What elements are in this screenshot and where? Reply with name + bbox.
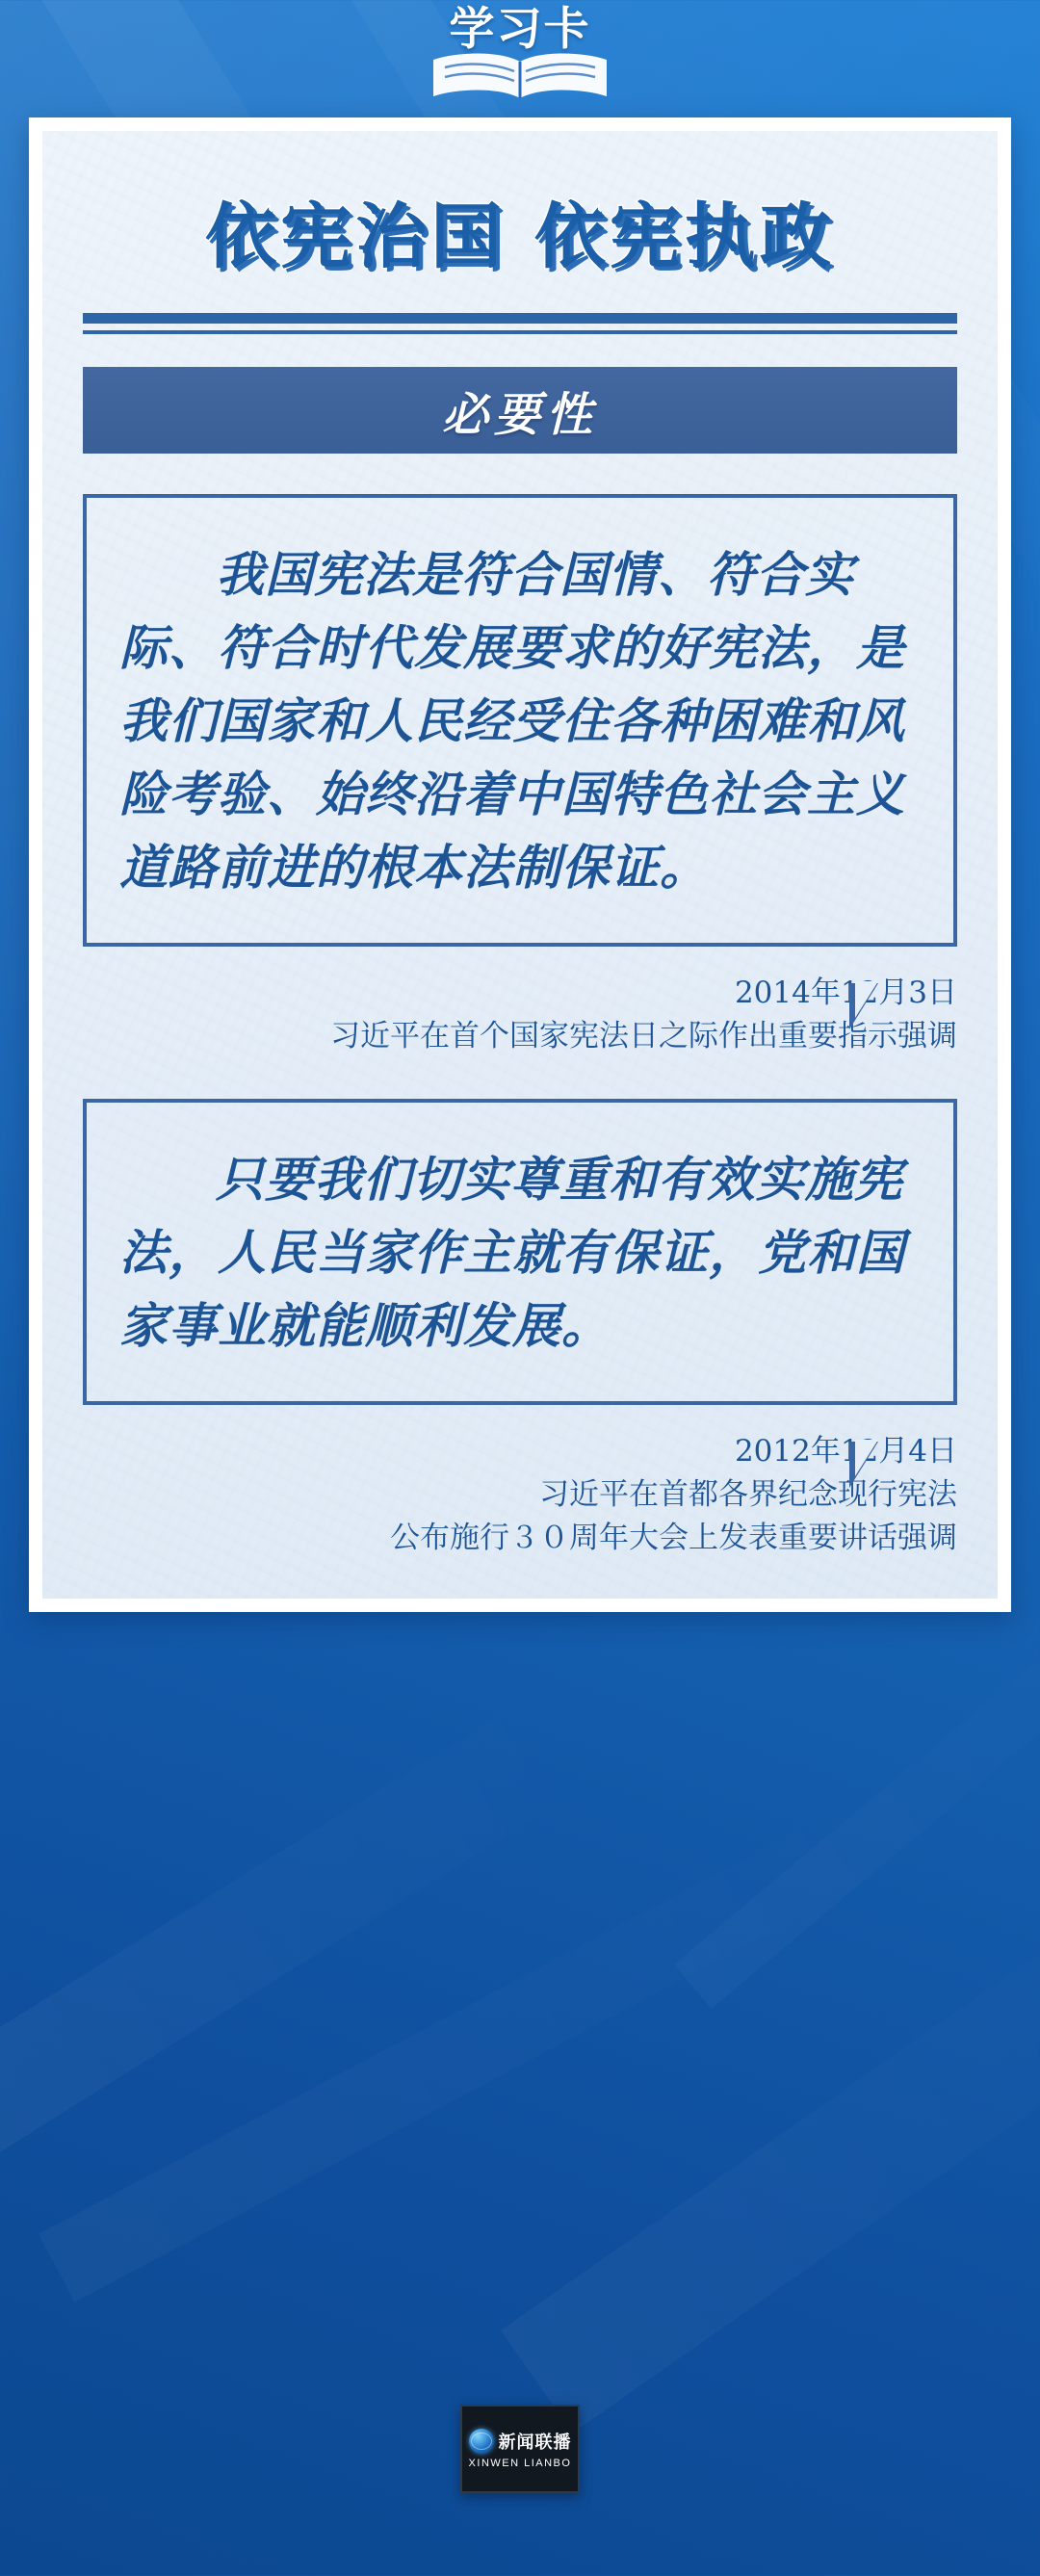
title-divider <box>83 313 957 334</box>
quote-block <box>83 1099 957 1560</box>
quote-text: 我国宪法是符合国情、符合实际、符合时代发展要求的好宪法，是我们国家和人民经受住各种困难和风险考验、始终沿着中国特色社会主义道路前进的根本法制保证。 <box>119 546 905 897</box>
background-streak <box>674 1593 1040 2009</box>
section-banner <box>83 367 957 454</box>
poster-footer <box>0 2405 1040 2493</box>
brand-logo-label: 学习卡 <box>449 3 591 54</box>
quote-attribution-line: 公布施行３０周年大会上发表重要讲话强调 <box>390 1521 957 1556</box>
quote-attribution-line: 习近平在首个国家宪法日之际作出重要指示强调 <box>330 1019 957 1054</box>
study-card <box>29 117 1011 1612</box>
quote-attribution <box>83 972 957 1058</box>
study-card-body <box>42 131 998 1599</box>
quote-block <box>83 494 957 1058</box>
news-program-badge <box>460 2405 580 2493</box>
page-title: 依宪治国 依宪执政 <box>205 195 835 278</box>
quote-attribution <box>83 1430 957 1560</box>
badge-top-row <box>469 2429 572 2454</box>
poster-header <box>0 0 1040 116</box>
section-banner-label: 必要性 <box>441 387 598 442</box>
quote-bubble <box>83 494 957 947</box>
brand-logo <box>395 3 645 110</box>
globe-icon <box>469 2429 494 2454</box>
badge-title-en: XINWEN LIANBO <box>468 2458 572 2469</box>
open-book-icon <box>424 48 616 113</box>
card-stack <box>29 117 1011 1612</box>
quote-bubble <box>83 1099 957 1405</box>
quote-text: 只要我们切实尊重和有效实施宪法，人民当家作主就有保证，党和国家事业就能顺利发展。 <box>119 1151 905 1355</box>
background-streak <box>0 1691 594 2189</box>
badge-title-cn: 新闻联播 <box>498 2433 572 2453</box>
quote-attribution-line: 2014年12月3日 <box>734 976 957 1011</box>
quote-attribution-line: 习近平在首都各界纪念现行宪法 <box>539 1477 957 1513</box>
background-streak <box>39 1791 908 2303</box>
quote-attribution-line: 2012年12月4日 <box>734 1434 957 1470</box>
background-streak <box>501 1888 1040 2433</box>
